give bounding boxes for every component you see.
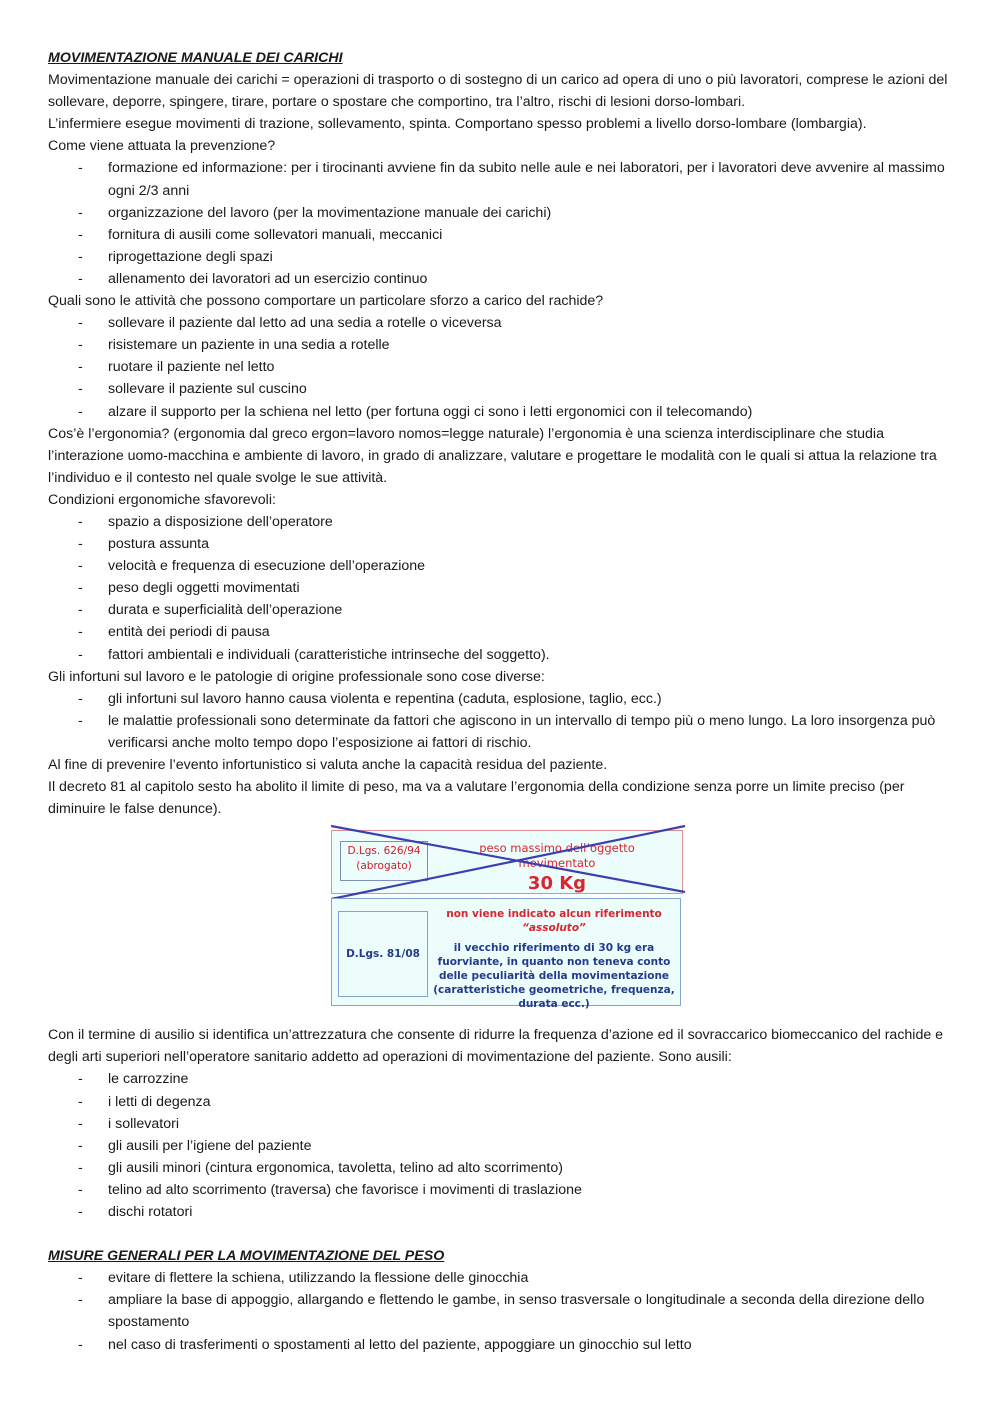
list-item: - sollevare il paziente sul cuscino bbox=[48, 378, 960, 400]
old-law-weight: 30 Kg bbox=[527, 873, 587, 895]
list-item: - gli infortuni sul lavoro hanno causa violenta e repentina (caduta, esplosione, taglio, ecc.) bbox=[48, 688, 960, 710]
new-law-emphasis: “assoluto” bbox=[522, 922, 586, 935]
document-page bbox=[48, 47, 960, 1356]
list-item: - fattori ambientali e individuali (caratteristiche intrinseche del soggetto). bbox=[48, 644, 960, 666]
list-item: - riprogettazione degli spazi bbox=[48, 246, 960, 268]
old-law-description: peso massimo dell’oggetto movimentato bbox=[479, 841, 635, 871]
new-law-label: D.Lgs. 81/08 bbox=[338, 911, 428, 997]
list-item: - spazio a disposizione dell’operatore bbox=[48, 511, 960, 533]
list-item: - peso degli oggetti movimentati bbox=[48, 577, 960, 599]
paragraph-capacita: Al fine di prevenire l’evento infortunistico si valuta anche la capacità residua del paziente. bbox=[48, 757, 608, 773]
list-item: - ampliare la base di appoggio, allargando e flettendo le gambe, in senso trasversale o longitudinale a seconda della direzione dello spostamento bbox=[48, 1289, 960, 1333]
new-law-text bbox=[432, 907, 676, 1011]
list-item: - i letti di degenza bbox=[48, 1091, 960, 1113]
list-item: - gli ausili per l’igiene del paziente bbox=[48, 1135, 960, 1157]
list-item: - i sollevatori bbox=[48, 1113, 960, 1135]
old-law-status: (abrogato) bbox=[356, 860, 412, 873]
list-item: - fornitura di ausili come sollevatori manuali, meccanici bbox=[48, 224, 960, 246]
paragraph-infortuni: Gli infortuni sul lavoro e le patologie di origine professionale sono cose diverse: bbox=[48, 668, 545, 685]
paragraph-infermiere: L’infermiere esegue movimenti di trazione, sollevamento, spinta. Comportano spesso problemi a livello dorso-lombare (lombargia). bbox=[48, 116, 867, 133]
list-infortuni bbox=[48, 688, 960, 754]
list-item: - durata e superficialità dell’operazione bbox=[48, 599, 960, 621]
list-item: - dischi rotatori bbox=[48, 1201, 960, 1223]
list-item: - postura assunta bbox=[48, 533, 960, 555]
paragraph-prevenzione: Come viene attuata la prevenzione? bbox=[48, 138, 276, 155]
list-item: - ruotare il paziente nel letto bbox=[48, 356, 960, 378]
list-item: - le carrozzine bbox=[48, 1068, 960, 1090]
list-prevenzione bbox=[48, 157, 960, 290]
strike-cross-icon bbox=[331, 822, 687, 902]
list-item: - alzare il supporto per la schiena nel letto (per fortuna oggi ci sono i letti ergonomici con il telecomando) bbox=[48, 401, 960, 423]
list-item: - organizzazione del lavoro (per la movimentazione manuale dei carichi) bbox=[48, 202, 960, 224]
section-heading: MISURE GENERALI PER LA MOVIMENTAZIONE DEL PESO bbox=[48, 1248, 445, 1265]
list-misure bbox=[48, 1267, 960, 1355]
paragraph-attivita: Quali sono le attività che possono comportare un particolare sforzo a carico del rachide? bbox=[48, 293, 604, 310]
paragraph-definition: Movimentazione manuale dei carichi = operazioni di trasporto o di sostegno di un carico ad opera di uno o più lavoratori, comprese le azioni del sollevare, deporre, spingere, tirare, portare o spostare che comportino, tra l’altro, rischi di lesioni dorso-lombari. bbox=[48, 72, 948, 111]
old-law-name: D.Lgs. 626/94 bbox=[347, 845, 421, 858]
list-item: - velocità e frequenza di esecuzione dell’operazione bbox=[48, 555, 960, 577]
new-law-line: non viene indicato alcun riferimento bbox=[446, 908, 662, 921]
list-item: - nel caso di trasferimenti o spostamenti al letto del paziente, appoggiare un ginocchio sul letto bbox=[48, 1334, 960, 1356]
list-item: - risistemare un paziente in una sedia a rotelle bbox=[48, 334, 960, 356]
list-item: - allenamento dei lavoratori ad un esercizio continuo bbox=[48, 268, 960, 290]
paragraph-condizioni: Condizioni ergonomiche sfavorevoli: bbox=[48, 491, 276, 508]
paragraph-decreto: Il decreto 81 al capitolo sesto ha abolito il limite di peso, ma va a valutare l’ergonomia della condizione senza porre un limite preciso (per diminuire le false denunce). bbox=[48, 779, 905, 818]
list-condizioni bbox=[48, 511, 960, 666]
paragraph-ausilio: Con il termine di ausilio si identifica un’attrezzatura che consente di ridurre la frequenza d’azione ed il sovraccarico biomeccanico del rachide e degli arti superiori nell’operatore sanitario addetto ad operazioni di movimentazione del paziente. Sono ausili: bbox=[48, 1027, 944, 1066]
list-attivita bbox=[48, 312, 960, 422]
law-comparison-figure bbox=[331, 822, 687, 1014]
paragraph-ergonomia: Cos’è l’ergonomia? (ergonomia dal greco ergon=lavoro nomos=legge naturale) l’ergonomia è una scienza interdisciplinare che studia l’interazione uomo-macchina e ambiente di lavoro, in grado di analizzare, valutare e progettare le modalità con le quali si attua la relazione tra l’individuo e il contesto nel quale svolge le sue attività. bbox=[48, 425, 937, 486]
list-item: - evitare di flettere la schiena, utilizzando la flessione delle ginocchia bbox=[48, 1267, 960, 1289]
list-item: - telino ad alto scorrimento (traversa) che favorisce i movimenti di traslazione bbox=[48, 1179, 960, 1201]
list-item: - formazione ed informazione: per i tirocinanti avviene fin da subito nelle aule e nei laboratori, per i lavoratori deve avvenire al massimo ogni 2/3 anni bbox=[48, 157, 960, 201]
list-item: - sollevare il paziente dal letto ad una sedia a rotelle o viceversa bbox=[48, 312, 960, 334]
new-law-explanation: il vecchio riferimento di 30 kg era fuorviante, in quanto non teneva conto delle peculiarità della movimentazione (caratteristiche geometriche, frequenza, durata ecc.) bbox=[433, 942, 675, 1011]
list-item: - le malattie professionali sono determinate da fattori che agiscono in un intervallo di tempo più o meno lungo. La loro insorgenza può verificarsi anche molto tempo dopo l’esposizione ai fattori di rischio. bbox=[48, 710, 960, 754]
list-ausili bbox=[48, 1068, 960, 1223]
list-item: - gli ausili minori (cintura ergonomica, tavoletta, telino ad alto scorrimento) bbox=[48, 1157, 960, 1179]
new-law-box bbox=[331, 898, 681, 1011]
section-heading: MOVIMENTAZIONE MANUALE DEI CARICHI bbox=[48, 50, 343, 66]
list-item: - entità dei periodi di pausa bbox=[48, 621, 960, 643]
